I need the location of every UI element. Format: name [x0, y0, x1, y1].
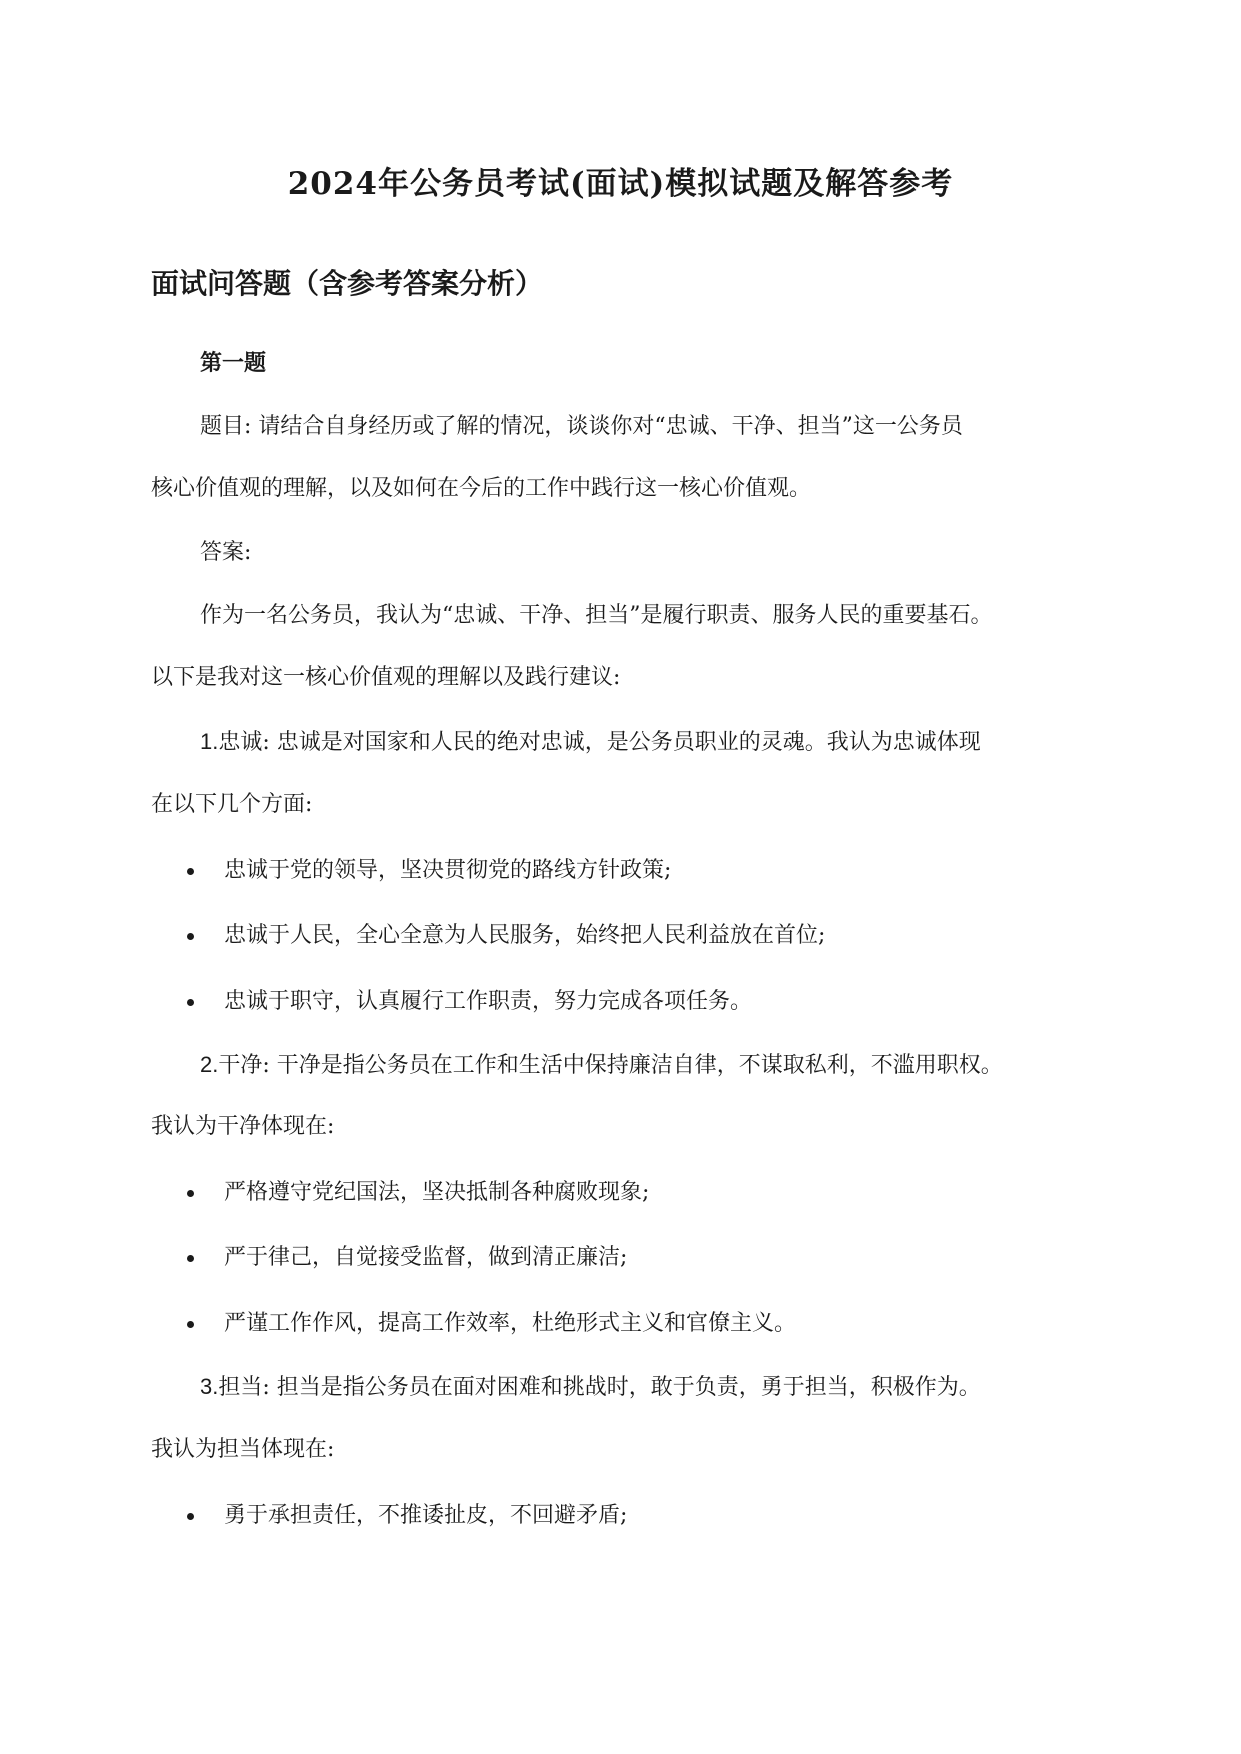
list-item-text: 忠诚于职守，认真履行工作职责，努力完成各项任务。 [224, 989, 753, 1014]
bullet-icon [187, 1190, 194, 1197]
intro-line-1: 作为一名公务员，我认为“忠诚、干净、担当”是履行职责、服务人民的重要基石。 [200, 603, 993, 628]
list-item-text: 勇于承担责任，不推诿扯皮，不回避矛盾; [224, 1503, 628, 1528]
section-heading: 面试问答题（含参考答案分析） [151, 267, 544, 300]
point-3-line-1 [200, 1372, 981, 1403]
list-item-text: 忠诚于人民，全心全意为人民服务，始终把人民利益放在首位; [224, 923, 826, 948]
bullet-icon [187, 868, 194, 875]
bullet-icon [187, 1255, 194, 1262]
point-1-line-2: 在以下几个方面: [151, 792, 313, 817]
document-title: 2024年公务员考试(面试)模拟试题及解答参考 [287, 166, 954, 202]
point-2-line-2: 我认为干净体现在: [151, 1114, 335, 1139]
point-3-text: 担当: 担当是指公务员在面对困难和挑战时，敢于负责，勇于担当，积极作为。 [218, 1375, 981, 1400]
point-2-text: 干净: 干净是指公务员在工作和生活中保持廉洁自律，不谋取私利，不滥用职权。 [218, 1053, 1003, 1078]
point-1-text: 忠诚: 忠诚是对国家和人民的绝对忠诚，是公务员职业的灵魂。我认为忠诚体现 [218, 730, 981, 755]
bullet-icon [187, 999, 194, 1006]
list-item-text: 忠诚于党的领导，坚决贯彻党的路线方针政策; [224, 858, 672, 883]
point-2-number: 2. [200, 1052, 219, 1077]
point-1-line-1 [200, 727, 981, 758]
bullet-icon [187, 1321, 194, 1328]
point-3-line-2: 我认为担当体现在: [151, 1437, 335, 1462]
list-item-text: 严格遵守党纪国法，坚决抵制各种腐败现象; [224, 1180, 650, 1205]
bullet-icon [187, 1513, 194, 1520]
point-2-line-1 [200, 1050, 1003, 1081]
point-3-number: 3. [200, 1374, 219, 1399]
question-label: 第一题 [200, 350, 267, 376]
question-text-line-2: 核心价值观的理解，以及如何在今后的工作中践行这一核心价值观。 [151, 476, 812, 501]
list-item-text: 严于律己，自觉接受监督，做到清正廉洁; [224, 1245, 628, 1270]
answer-label: 答案: [200, 540, 252, 565]
bullet-icon [187, 933, 194, 940]
list-item-text: 严谨工作作风，提高工作效率，杜绝形式主义和官僚主义。 [224, 1311, 797, 1336]
point-1-number: 1. [200, 729, 219, 754]
question-text-line-1: 题目: 请结合自身经历或了解的情况，谈谈你对“忠诚、干净、担当”这一公务员 [200, 414, 963, 439]
intro-line-2: 以下是我对这一核心价值观的理解以及践行建议: [151, 665, 621, 690]
